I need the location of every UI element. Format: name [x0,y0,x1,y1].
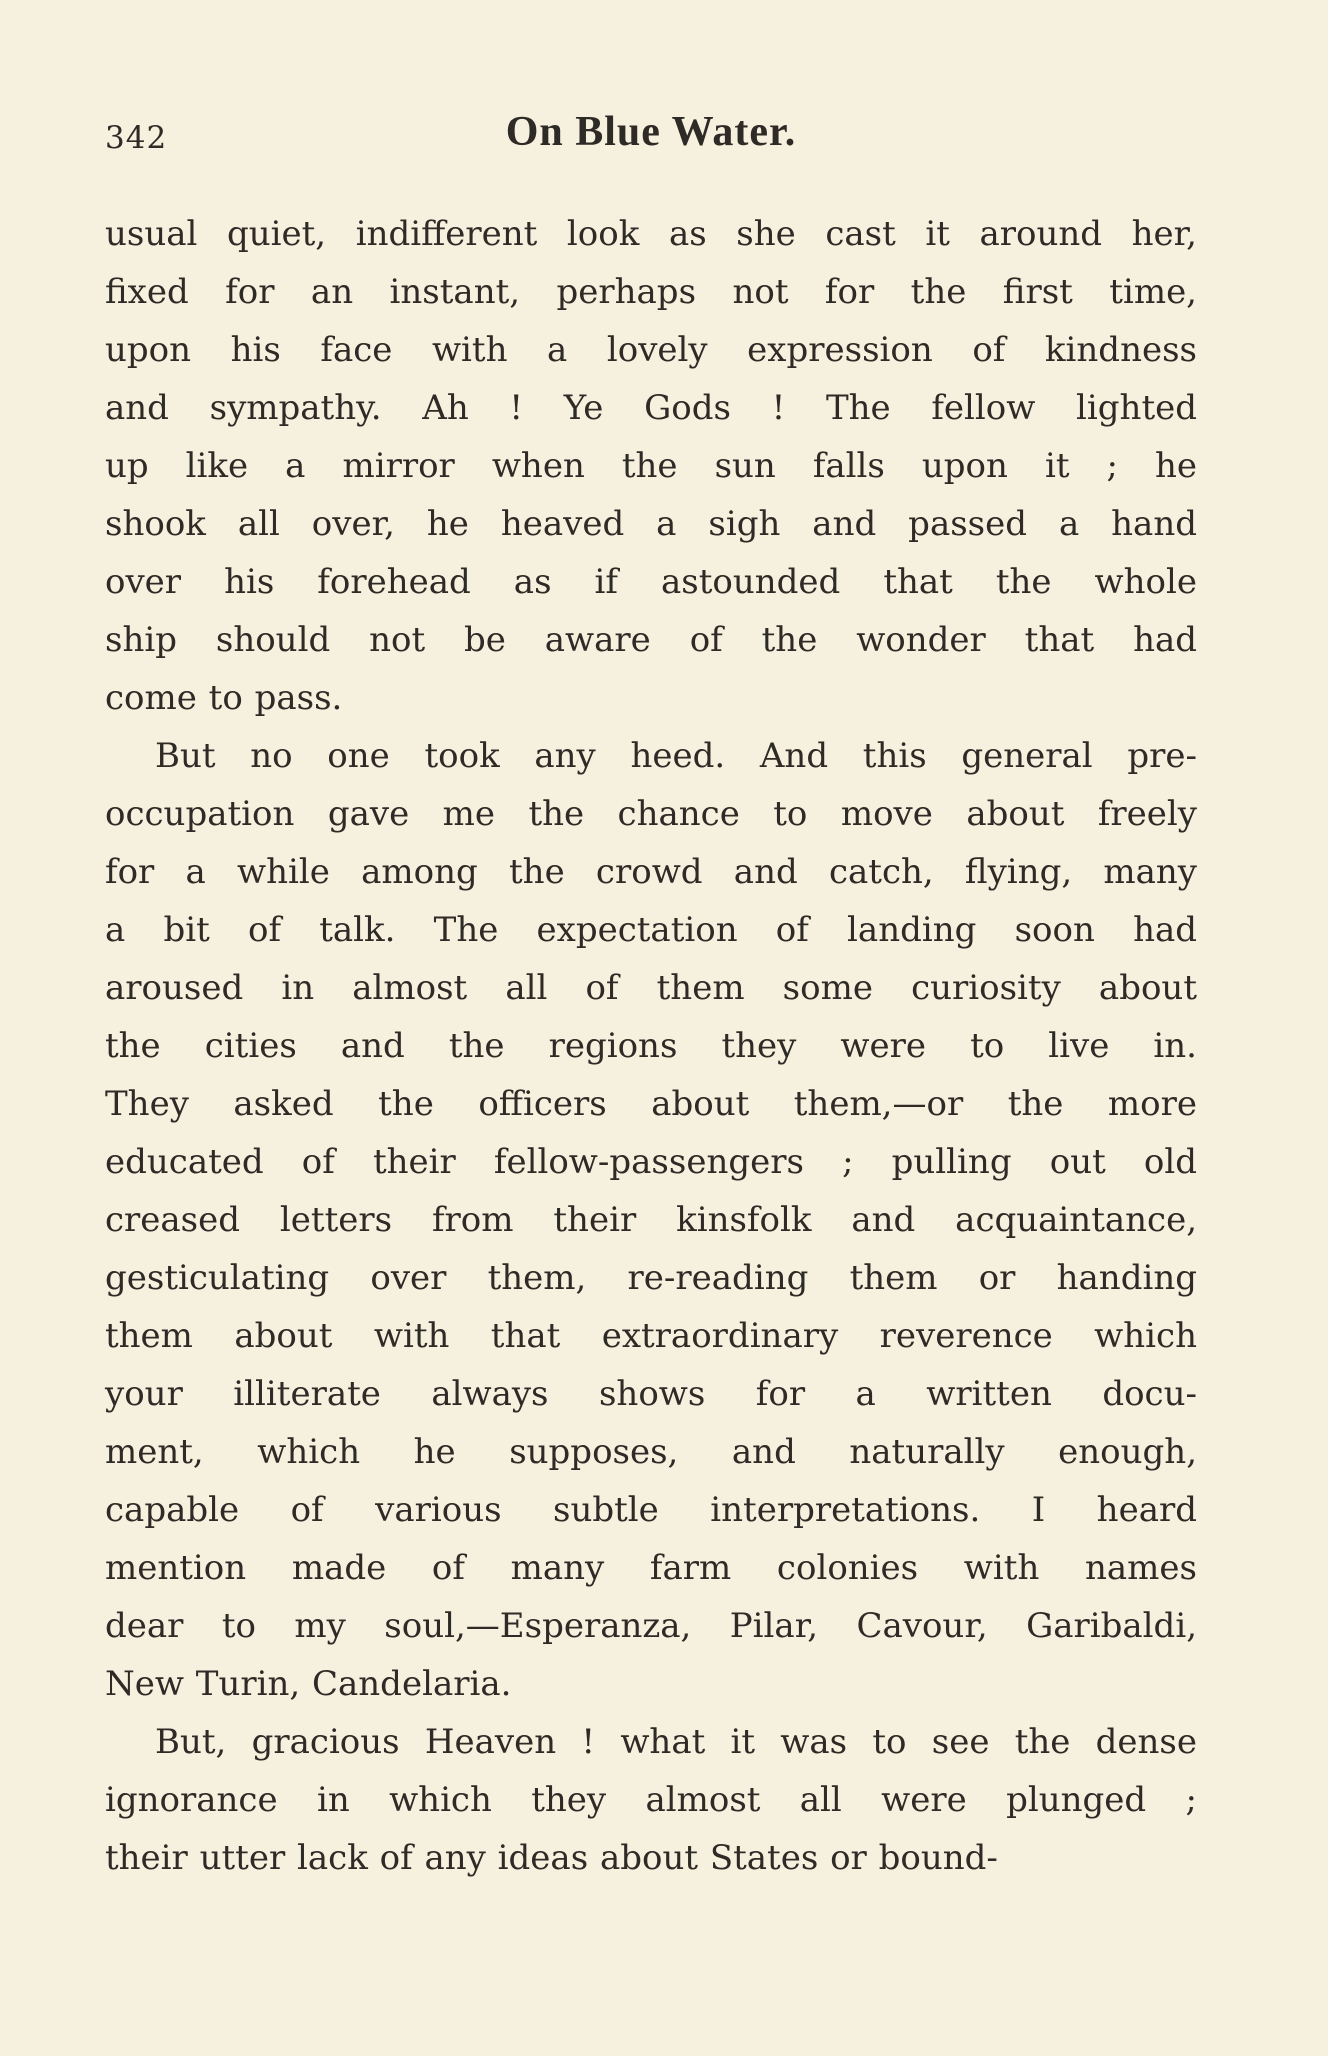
text-line: educated of their fellow-passengers ; pulling out old [105,1142,1197,1182]
text-line: come to pass. [105,678,343,718]
running-title: On Blue Water. [505,109,797,155]
text-line: occupation gave me the chance to move about freely [105,794,1197,834]
text-line: capable of various subtle interpretations. I heard [105,1490,1197,1530]
body-text [105,205,1197,1887]
text-line: up like a mirror when the sun falls upon it ; he [105,446,1197,486]
text-line: creased letters from their kinsfolk and acquaintance, [105,1200,1197,1240]
text-line: gesticulating over them, re-reading them or handing [105,1258,1197,1298]
text-line: They asked the officers about them,—or the more [105,1084,1197,1124]
text-line: for a while among the crowd and catch, flying, many [105,852,1197,892]
page-header [105,108,1197,168]
text-line: upon his face with a lovely expression of kindness [105,330,1197,370]
text-line: a bit of talk. The expectation of landing soon had [105,910,1197,950]
text-line: them about with that extraordinary reverence which [105,1316,1197,1356]
text-line: and sympathy. Ah ! Ye Gods ! The fellow lighted [105,388,1197,428]
text-line: aroused in almost all of them some curiosity about [105,968,1197,1008]
text-line: their utter lack of any ideas about States or bound- [105,1838,998,1878]
text-line: New Turin, Candelaria. [105,1664,512,1704]
text-line: mention made of many farm colonies with names [105,1548,1197,1588]
paragraph [105,1713,1197,1887]
text-line: over his forehead as if astounded that the whole [105,562,1197,602]
text-line: dear to my soul,—Esperanza, Pilar, Cavour, Garibaldi, [105,1606,1197,1646]
text-line: shook all over, he heaved a sigh and passed a hand [105,504,1197,544]
page-number: 342 [105,120,168,156]
text-line: But, gracious Heaven ! what it was to see the dense [155,1722,1197,1762]
paragraph [105,205,1197,727]
text-line: fixed for an instant, perhaps not for the first time, [105,272,1197,312]
paragraph [105,727,1197,1713]
text-line: But no one took any heed. And this general pre- [155,736,1197,776]
text-line: ment, which he supposes, and naturally enough, [105,1432,1197,1472]
text-line: ignorance in which they almost all were plunged ; [105,1780,1197,1820]
text-line: ship should not be aware of the wonder that had [105,620,1197,660]
text-line: usual quiet, indifferent look as she cast it around her, [105,214,1197,254]
text-line: the cities and the regions they were to live in. [105,1026,1197,1066]
text-line: your illiterate always shows for a written docu- [105,1374,1197,1414]
